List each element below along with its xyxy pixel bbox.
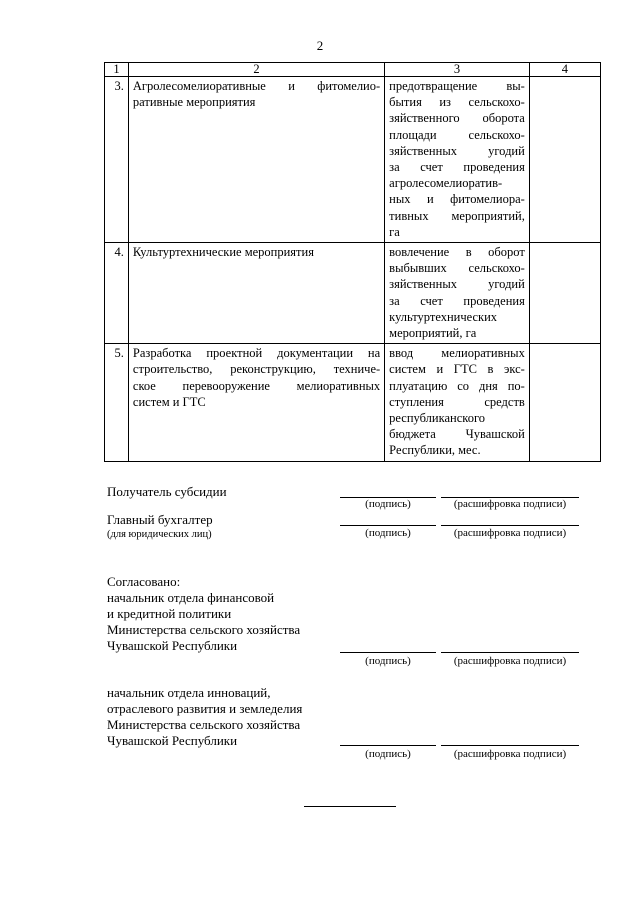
document-end-rule: [304, 806, 396, 807]
approver-line: отраслевого развития и земледелия: [107, 701, 303, 716]
measure-name-line: ративные мероприятия: [132, 95, 256, 110]
indicator-line: бюджета Чувашской: [389, 427, 525, 442]
approver-line: Чувашской Республики: [107, 638, 238, 653]
decode-caption: (расшифровка подписи): [453, 655, 567, 667]
signature-caption: (подпись): [365, 655, 411, 667]
measure-name-line: Агролесомелиоративные и фитомелио-: [132, 79, 381, 93]
measure-name-line: Культуртехнические мероприятия: [132, 245, 314, 260]
measure-name: [128, 243, 384, 344]
approver-line: Чувашской Республики: [107, 733, 238, 748]
signature-decode-line: [441, 652, 579, 653]
signature-caption: (подпись): [365, 527, 411, 539]
measures-table: [104, 62, 601, 462]
signature-line: [340, 525, 436, 526]
row-number: 3.: [105, 77, 129, 243]
table-row: [105, 243, 601, 344]
indicator-line: предотвращение вы-: [389, 79, 525, 93]
signature-caption: (подпись): [365, 748, 411, 760]
chief-accountant-label: Главный бухгалтер: [107, 512, 213, 527]
measure-name-line: строительство, реконструкцию, техниче-: [132, 362, 381, 377]
approver-innovation-block: [107, 685, 302, 749]
indicator-line: тивных мероприятий,: [389, 208, 525, 223]
indicator-line: агролесомелиоратив-: [389, 176, 503, 191]
indicator-line: выбывших сельскохо-: [389, 261, 525, 276]
measure-name: [128, 77, 384, 243]
recipient-label: Получатель субсидии: [107, 484, 227, 499]
indicator: [385, 77, 530, 243]
value-cell: [529, 243, 600, 344]
value-cell: [529, 344, 600, 461]
measure-name-line: систем и ГТС: [132, 394, 206, 409]
indicator-line: плуатацию со дня по-: [389, 378, 525, 393]
row-number: 4.: [105, 243, 129, 344]
indicator-line: за счет проведения: [389, 293, 525, 308]
decode-caption: (расшифровка подписи): [453, 527, 567, 539]
indicator-line: бытия из сельскохо-: [389, 95, 525, 110]
decode-caption: (расшифровка подписи): [453, 748, 567, 760]
indicator-line: зяйственного оборота: [389, 111, 525, 126]
value-cell: [529, 77, 600, 243]
indicator-line: систем и ГТС в экс-: [389, 362, 525, 377]
decode-caption: (расшифровка подписи): [453, 498, 567, 510]
indicator: [385, 344, 530, 461]
signature-caption: (подпись): [365, 498, 411, 510]
legal-entities-note: (для юридических лиц): [107, 529, 212, 540]
table-row: [105, 344, 601, 461]
indicator: [385, 243, 530, 344]
indicator-line: зяйственных угодий: [389, 277, 525, 292]
indicator-line: вовлечение в оборот: [389, 245, 525, 260]
column-header: 1: [105, 63, 129, 77]
indicator-line: Республики, мес.: [389, 443, 481, 458]
approver-line: начальник отдела финансовой: [107, 590, 275, 605]
signature-decode-line: [441, 745, 579, 746]
indicator-line: зяйственных угодий: [389, 143, 525, 158]
approver-line: и кредитной политики: [107, 606, 232, 621]
indicator-line: культуртехнических: [389, 309, 498, 324]
signature-decode-line: [441, 525, 579, 526]
indicator-line: ввод мелиоративных: [389, 346, 525, 361]
indicator-line: республиканского: [389, 411, 486, 426]
signature-line: [340, 745, 436, 746]
indicator-line: га: [389, 224, 400, 239]
measure-name: [128, 344, 384, 461]
column-header: 4: [529, 63, 600, 77]
measure-name-line: Разработка проектной документации на: [132, 346, 381, 361]
table-header-row: [105, 63, 601, 77]
approver-line: начальник отдела инноваций,: [107, 685, 271, 700]
indicator-line: площади сельскохо-: [389, 127, 525, 142]
indicator-line: мероприятий, га: [389, 326, 477, 341]
signature-line: [340, 652, 436, 653]
indicator-line: ступления средств: [389, 394, 525, 409]
measure-name-line: ское перевооружение мелиоративных: [132, 378, 381, 393]
approver-line: Министерства сельского хозяйства: [107, 717, 301, 732]
indicator-line: ных и фитомелиора-: [389, 192, 525, 207]
table-row: [105, 77, 601, 243]
column-header: 3: [385, 63, 530, 77]
column-header: 2: [128, 63, 384, 77]
indicator-line: за счет проведения: [389, 160, 525, 175]
approver-finance-block: [107, 574, 300, 654]
row-number: 5.: [105, 344, 129, 461]
approver-line: Министерства сельского хозяйства: [107, 622, 301, 637]
agreed-label: Согласовано:: [107, 574, 181, 589]
page-number: 2: [316, 38, 324, 53]
